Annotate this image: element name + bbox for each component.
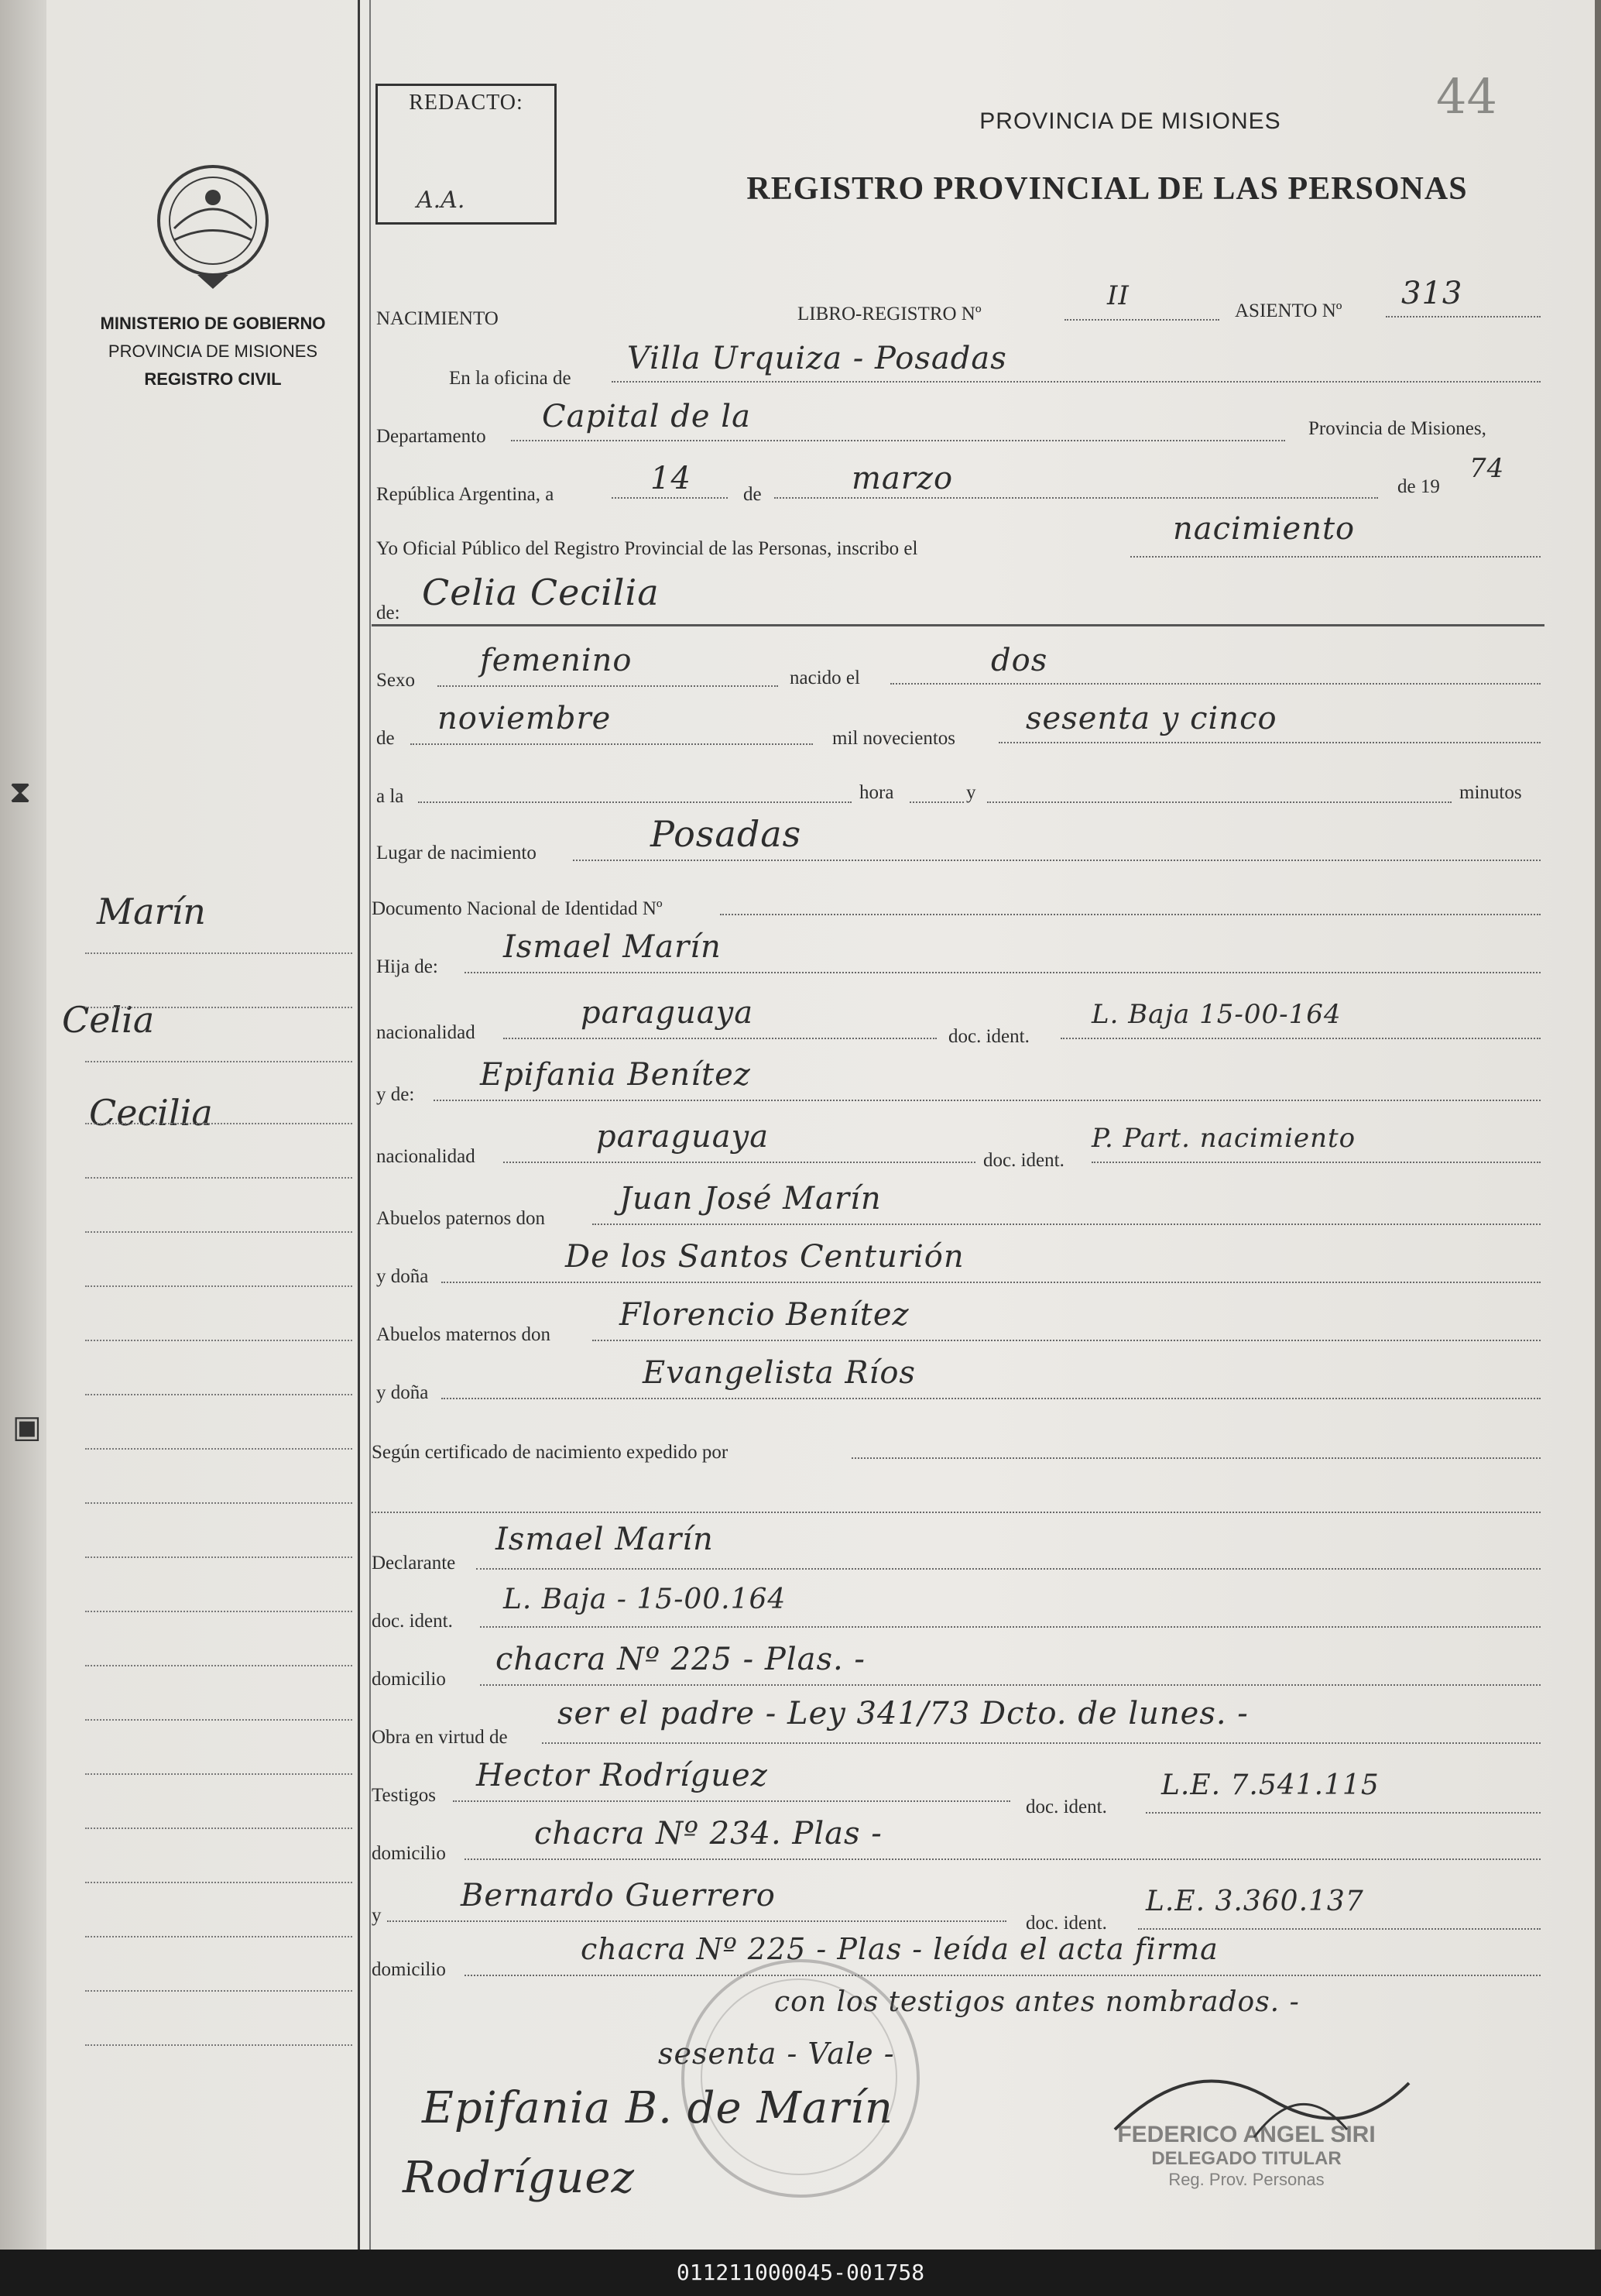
hora-label: hora	[859, 782, 894, 803]
domicilio-testigo2-label: domicilio	[372, 1959, 446, 1980]
minutos-line	[987, 801, 1452, 803]
scan-identifier: 011211000045-001758	[0, 2250, 1601, 2296]
nacido-line	[890, 683, 1541, 685]
margin-line	[85, 1556, 352, 1558]
month-line	[774, 497, 1378, 499]
abuelos-maternos-label: Abuelos maternos don	[376, 1324, 550, 1345]
ydona-materna-label: y doña	[376, 1382, 429, 1403]
de-month-label: de	[376, 728, 395, 749]
de19-label: de 19	[1397, 476, 1440, 497]
departamento-label: Departamento	[376, 426, 486, 447]
de-name-label: de:	[376, 602, 400, 623]
obra-value: ser el padre - Ley 341/73 Dcto. de lunes. -	[557, 1696, 1249, 1731]
margin-line	[85, 1394, 352, 1395]
domicilio-declarante-value: chacra Nº 225 - Plas. -	[495, 1642, 866, 1677]
doc-testigo2-line	[1138, 1928, 1541, 1930]
form-left-rule	[369, 0, 371, 2250]
nacionalidad-mother-line	[503, 1162, 975, 1163]
declarante-line	[476, 1568, 1541, 1570]
inscribo-label: Yo Oficial Público del Registro Provincial de las Personas, inscribo el	[376, 538, 918, 559]
correction-note-value: sesenta - Vale -	[658, 2037, 895, 2071]
margin-line	[85, 1285, 352, 1287]
departamento-line	[511, 440, 1285, 441]
provincia-label: Provincia de Misiones,	[1308, 418, 1486, 439]
domicilio-declarante-label: domicilio	[372, 1669, 446, 1690]
column-divider	[358, 0, 360, 2250]
domicilio-testigo2-value: chacra Nº 225 - Plas - leída el acta firma	[581, 1932, 1219, 1966]
margin-line	[85, 1990, 352, 1992]
margin-line	[85, 1007, 352, 1008]
sexo-label: Sexo	[376, 670, 415, 691]
ala-label: a la	[376, 786, 404, 807]
margin-note-surname: Marín	[97, 891, 206, 932]
obra-line	[542, 1742, 1541, 1744]
province-heading: PROVINCIA DE MISIONES	[979, 108, 1281, 134]
lugar-value: Posadas	[650, 813, 802, 855]
abuelo-materno-line	[592, 1340, 1541, 1341]
birth-month-line	[410, 743, 813, 745]
mil-label: mil novecientos	[832, 728, 955, 749]
testigo1-value: Hector Rodríguez	[476, 1758, 768, 1793]
domicilio-testigo2-line	[465, 1975, 1541, 1976]
mother-name-line	[434, 1100, 1541, 1101]
margin-line	[85, 1061, 352, 1062]
doc-mother-label: doc. ident.	[983, 1150, 1064, 1171]
acta-type-value: nacimiento	[1173, 511, 1356, 547]
delegate-stamp	[1084, 2122, 1409, 2190]
birth-year-value: sesenta y cinco	[1026, 701, 1277, 736]
year-value: 74	[1469, 453, 1505, 484]
signature-mother: Epifania B. de Marín	[422, 2083, 893, 2133]
lugar-label: Lugar de nacimiento	[376, 843, 537, 863]
birth-month-value: noviembre	[437, 701, 612, 736]
abuela-paterna-line	[441, 1282, 1541, 1283]
ministry-block	[70, 310, 356, 393]
doc-father-label: doc. ident.	[948, 1026, 1030, 1047]
doc-father-value: L. Baja 15-00-164	[1092, 999, 1342, 1030]
domicilio-testigo1-value: chacra Nº 234. Plas -	[534, 1816, 883, 1852]
nacionalidad-father-value: paraguaya	[581, 995, 754, 1031]
binding-hole-icon: ⧗	[9, 774, 32, 810]
day-line	[612, 497, 728, 499]
child-name-value: Celia Cecilia	[422, 571, 660, 613]
margin-line	[85, 1719, 352, 1721]
de-label: de	[743, 484, 762, 505]
asiento-line	[1386, 316, 1541, 317]
sexo-line	[437, 685, 778, 687]
margin-line	[85, 1773, 352, 1775]
nacido-value: dos	[991, 643, 1048, 678]
doc-testigo2-value: L.E. 3.360.137	[1146, 1886, 1364, 1917]
margin-note-name2: Cecilia	[89, 1092, 213, 1134]
name-underline	[372, 624, 1544, 626]
page-number: 44	[1436, 68, 1497, 125]
nacimiento-label: NACIMIENTO	[376, 308, 499, 329]
day-value: 14	[650, 461, 691, 496]
margin-line	[85, 2044, 352, 2046]
margin-note-name1: Celia	[62, 999, 155, 1041]
margin-line	[85, 1665, 352, 1666]
nacionalidad-father-line	[503, 1038, 937, 1039]
margin-line	[85, 1828, 352, 1829]
doc-testigo1-line	[1146, 1812, 1541, 1814]
nacionalidad-mother-value: paraguaya	[596, 1119, 770, 1155]
oficina-line	[612, 381, 1541, 383]
oficina-value: Villa Urquiza - Posadas	[627, 341, 1007, 376]
declarante-value: Ismael Marín	[495, 1522, 714, 1557]
ministry-province: PROVINCIA DE MISIONES	[108, 341, 318, 361]
asiento-label: ASIENTO Nº	[1235, 300, 1342, 321]
nacionalidad-father-label: nacionalidad	[376, 1022, 475, 1043]
testigos-label: Testigos	[372, 1785, 436, 1806]
dni-label: Documento Nacional de Identidad Nº	[372, 898, 663, 919]
province-seal-icon	[151, 159, 275, 290]
domicilio-declarante-line	[480, 1684, 1541, 1686]
delegate-name: FEDERICO ANGEL SIRI	[1117, 2122, 1376, 2147]
margin-line	[85, 1882, 352, 1883]
yde-label: y de:	[376, 1084, 415, 1105]
delegate-title: DELEGADO TITULAR	[1151, 2148, 1342, 2169]
birth-year-line	[999, 742, 1541, 743]
republica-label: República Argentina, a	[376, 484, 554, 505]
minutos-label: minutos	[1459, 782, 1522, 803]
abuela-paterna-value: De los Santos Centurión	[565, 1239, 965, 1275]
margin-line	[85, 1177, 352, 1179]
doc-testigo1-label: doc. ident.	[1026, 1797, 1107, 1817]
abuelo-materno-value: Florencio Benítez	[619, 1297, 910, 1333]
doc-testigo1-value: L.E. 7.541.115	[1161, 1769, 1380, 1801]
doc-declarante-label: doc. ident.	[372, 1611, 453, 1632]
sexo-value: femenino	[480, 643, 633, 678]
abuelo-paterno-value: Juan José Marín	[619, 1181, 882, 1217]
libro-line	[1064, 319, 1219, 321]
hija-label: Hija de:	[376, 956, 438, 977]
departamento-value: Capital de la	[542, 399, 751, 434]
testigo2-value: Bernardo Guerrero	[461, 1878, 776, 1913]
abuelo-paterno-line	[592, 1224, 1541, 1225]
obra-label: Obra en virtud de	[372, 1727, 508, 1748]
doc-father-line	[1061, 1038, 1541, 1039]
testigo2-line	[387, 1920, 1006, 1922]
acta-type-line	[1130, 556, 1541, 558]
segun-line	[852, 1457, 1541, 1459]
delegate-office: Reg. Prov. Personas	[1168, 2170, 1325, 2189]
ministry-title: MINISTERIO DE GOBIERNO	[100, 314, 326, 333]
margin-line	[85, 1936, 352, 1937]
dni-line	[720, 914, 1541, 915]
lugar-line	[573, 860, 1541, 861]
doc-declarante-value: L. Baja - 15-00.164	[503, 1584, 787, 1615]
ministry-registry: REGISTRO CIVIL	[144, 369, 282, 389]
domicilio-testigo1-line	[465, 1858, 1541, 1860]
libro-label: LIBRO-REGISTRO Nº	[797, 304, 982, 324]
testigo1-line	[453, 1800, 1010, 1802]
margin-line	[85, 1123, 352, 1124]
father-name-line	[465, 972, 1541, 973]
signature-witness: Rodríguez	[403, 2153, 635, 2203]
y-testigo2-label: y	[372, 1905, 382, 1926]
ydona-paterna-label: y doña	[376, 1266, 429, 1287]
abuelos-paternos-label: Abuelos paternos don	[376, 1208, 546, 1229]
official-round-stamp-inner	[701, 1979, 897, 2175]
redacto-box	[375, 84, 557, 225]
margin-line	[85, 1502, 352, 1504]
asiento-value: 313	[1401, 276, 1463, 311]
nacido-label: nacido el	[790, 668, 860, 688]
margin-line	[85, 952, 352, 954]
margin-line	[85, 1231, 352, 1233]
closing-text-value: con los testigos antes nombrados. -	[774, 1986, 1300, 2018]
nacionalidad-mother-label: nacionalidad	[376, 1146, 475, 1167]
doc-declarante-line	[480, 1626, 1541, 1628]
hora-line2	[910, 801, 964, 803]
segun-line2	[372, 1512, 1541, 1513]
registry-heading: REGISTRO PROVINCIAL DE LAS PERSONAS	[746, 171, 1468, 207]
month-value: marzo	[852, 461, 954, 496]
book-binding	[0, 0, 46, 2250]
oficina-label: En la oficina de	[449, 368, 571, 389]
segun-label: Según certificado de nacimiento expedido por	[372, 1442, 729, 1463]
hora-line	[418, 801, 852, 803]
abuela-materna-line	[441, 1398, 1541, 1399]
abuela-materna-value: Evangelista Ríos	[643, 1355, 916, 1391]
margin-line	[85, 1448, 352, 1450]
father-name-value: Ismael Marín	[503, 929, 722, 965]
doc-mother-line	[1092, 1162, 1541, 1163]
mother-name-value: Epifania Benítez	[480, 1057, 751, 1093]
binding-hole-icon: ▣	[12, 1409, 42, 1445]
libro-value: II	[1107, 280, 1130, 311]
domicilio-testigo1-label: domicilio	[372, 1843, 446, 1864]
doc-testigo2-label: doc. ident.	[1026, 1913, 1107, 1934]
y-label: y	[966, 782, 976, 803]
margin-line	[85, 1340, 352, 1341]
declarante-label: Declarante	[372, 1553, 456, 1574]
redacto-value: A.A.	[417, 187, 465, 214]
doc-mother-value: P. Part. nacimiento	[1092, 1123, 1356, 1154]
margin-line	[85, 1611, 352, 1612]
redacto-label: REDACTO:	[409, 91, 523, 115]
